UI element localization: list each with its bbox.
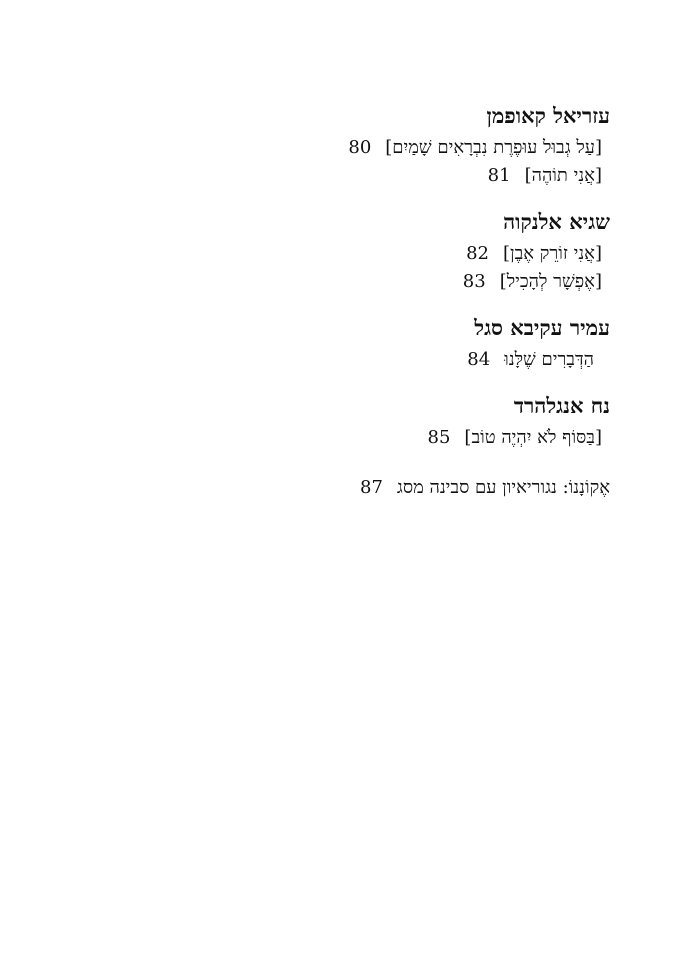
- toc-entry[interactable]: [190, 134, 610, 162]
- toc-entry[interactable]: [190, 424, 610, 452]
- entry-title: [אֲנִי זוֹרֵק אֶבֶן]: [502, 243, 602, 264]
- toc-section-kaufman: [190, 98, 610, 190]
- entry-title: [אֶפְשָׁר לְהָכִיל]: [499, 271, 602, 292]
- toc-entry[interactable]: [190, 240, 610, 268]
- table-of-contents: [190, 98, 610, 502]
- toc-entry[interactable]: [190, 346, 610, 374]
- toc-afterword-entry[interactable]: [190, 474, 610, 502]
- afterword-page-number: 87: [360, 477, 383, 498]
- section-author: שגיא אלנקוה: [503, 209, 610, 234]
- entry-page-number: 84: [467, 349, 491, 370]
- entry-title: [אֲנִי תוֹהֶה]: [524, 165, 602, 186]
- afterword-title: אֶקוֹנָנוֹ: נגוריאיון עם סבינה מסג: [396, 477, 610, 498]
- entry-title: [עַל גְבוּל עוּפֶרֶת נִבְרָאִים שָׁמַיִם]: [385, 137, 602, 158]
- toc-entry[interactable]: [190, 162, 610, 190]
- entry-page-number: 83: [462, 271, 486, 292]
- entry-page-number: 80: [348, 137, 372, 158]
- entry-page-number: 81: [487, 165, 511, 186]
- entry-page-number: 85: [427, 427, 451, 448]
- section-author: עזריאל קאופמן: [486, 103, 610, 128]
- entry-title: הַדְּבָרִים שֶׁלָּנוּ: [504, 349, 594, 370]
- toc-section-engelhard: [190, 388, 610, 452]
- section-author: נח אנגלהרד: [513, 393, 610, 418]
- toc-section-segal: [190, 310, 610, 374]
- entry-title: [בַּסּוֹף לֹא יִהְיֶה טוֹב]: [464, 427, 602, 448]
- entry-page-number: 82: [466, 243, 489, 264]
- section-author: עמיר עקיבא סגל: [474, 315, 610, 340]
- toc-entry[interactable]: [190, 268, 610, 296]
- toc-section-elnekave: [190, 204, 610, 296]
